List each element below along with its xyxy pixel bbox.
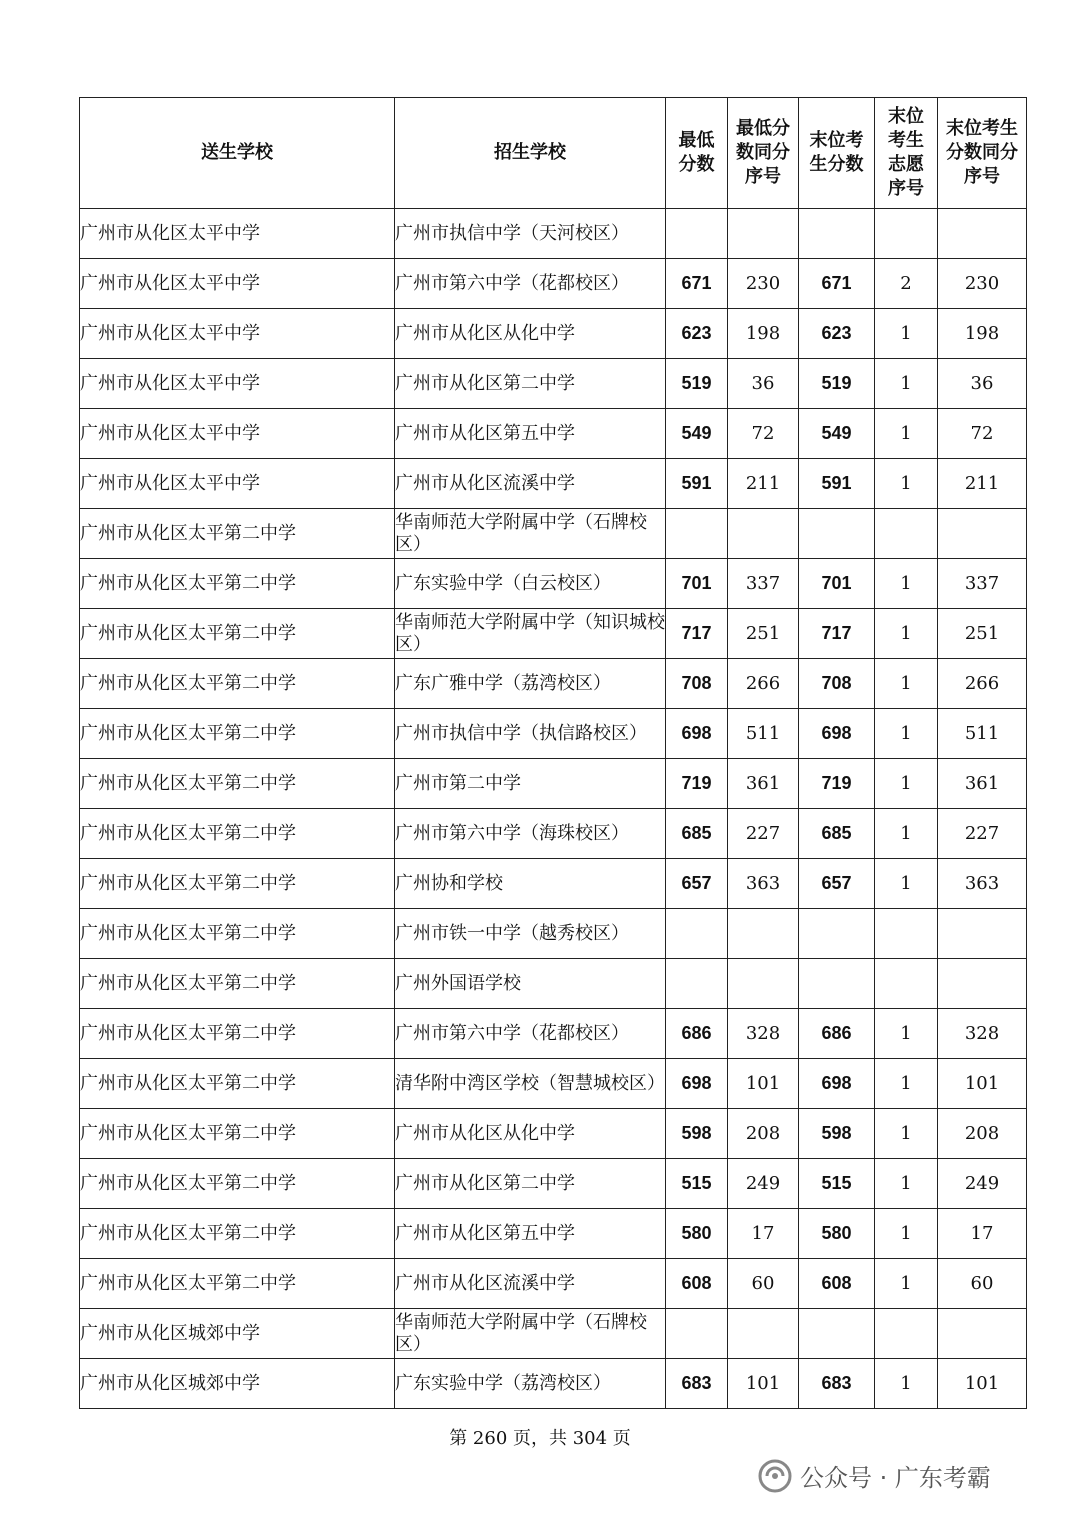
table-row (80, 759, 1027, 809)
cell-last-wish: 1 (875, 1059, 938, 1109)
cell-last-score: 657 (799, 859, 875, 909)
header-last-rank: 末位考生分数同分序号 (938, 98, 1027, 209)
cell-admitting-school: 广州市第六中学（海珠校区） (395, 809, 666, 859)
cell-last-score: 683 (799, 1359, 875, 1409)
cell-min-score: 580 (666, 1209, 728, 1259)
cell-min-rank: 230 (728, 259, 799, 309)
cell-admitting-school: 华南师范大学附属中学（知识城校区） (395, 609, 666, 659)
cell-min-rank: 249 (728, 1159, 799, 1209)
table-row (80, 409, 1027, 459)
cell-min-score: 657 (666, 859, 728, 909)
header-min-score: 最低分数 (666, 98, 728, 209)
cell-min-score: 686 (666, 1009, 728, 1059)
cell-last-rank: 266 (938, 659, 1027, 709)
table-row (80, 1009, 1027, 1059)
cell-last-rank: 208 (938, 1109, 1027, 1159)
table-row (80, 209, 1027, 259)
cell-sender-school: 广州市从化区太平第二中学 (80, 859, 395, 909)
cell-min-rank (728, 959, 799, 1009)
cell-last-score: 698 (799, 709, 875, 759)
cell-last-rank: 17 (938, 1209, 1027, 1259)
cell-min-rank: 363 (728, 859, 799, 909)
cell-admitting-school: 广东广雅中学（荔湾校区） (395, 659, 666, 709)
cell-last-rank: 511 (938, 709, 1027, 759)
header-last-score: 末位考生分数 (799, 98, 875, 209)
table-row (80, 509, 1027, 559)
cell-min-score (666, 1309, 728, 1359)
cell-min-score: 591 (666, 459, 728, 509)
cell-min-score: 685 (666, 809, 728, 859)
cell-sender-school: 广州市从化区太平第二中学 (80, 959, 395, 1009)
cell-last-wish: 1 (875, 809, 938, 859)
cell-last-score: 608 (799, 1259, 875, 1309)
cell-last-wish (875, 959, 938, 1009)
cell-sender-school: 广州市从化区太平第二中学 (80, 809, 395, 859)
cell-last-wish (875, 209, 938, 259)
cell-last-rank: 211 (938, 459, 1027, 509)
cell-min-score: 683 (666, 1359, 728, 1409)
cell-min-rank: 36 (728, 359, 799, 409)
cell-last-wish: 1 (875, 709, 938, 759)
cell-last-wish (875, 909, 938, 959)
cell-sender-school: 广州市从化区太平中学 (80, 259, 395, 309)
cell-sender-school: 广州市从化区太平第二中学 (80, 1009, 395, 1059)
table-row (80, 259, 1027, 309)
cell-last-rank: 249 (938, 1159, 1027, 1209)
table-row (80, 909, 1027, 959)
cell-last-rank (938, 509, 1027, 559)
cell-last-score: 671 (799, 259, 875, 309)
cell-min-rank: 198 (728, 309, 799, 359)
cell-last-wish: 1 (875, 859, 938, 909)
cell-admitting-school: 广州市从化区第五中学 (395, 409, 666, 459)
cell-min-score: 717 (666, 609, 728, 659)
cell-last-score: 591 (799, 459, 875, 509)
table-row (80, 609, 1027, 659)
header-row (80, 98, 1027, 209)
cell-sender-school: 广州市从化区太平第二中学 (80, 559, 395, 609)
cell-last-score (799, 1309, 875, 1359)
cell-last-rank (938, 1309, 1027, 1359)
cell-last-wish: 1 (875, 409, 938, 459)
cell-min-rank: 17 (728, 1209, 799, 1259)
cell-last-rank: 198 (938, 309, 1027, 359)
cell-last-score: 701 (799, 559, 875, 609)
cell-admitting-school: 华南师范大学附属中学（石牌校区） (395, 509, 666, 559)
cell-last-wish: 1 (875, 659, 938, 709)
cell-sender-school: 广州市从化区太平第二中学 (80, 509, 395, 559)
cell-admitting-school: 广州市执信中学（天河校区） (395, 209, 666, 259)
table-row (80, 809, 1027, 859)
cell-min-rank: 511 (728, 709, 799, 759)
cell-min-rank: 208 (728, 1109, 799, 1159)
cell-sender-school: 广州市从化区太平第二中学 (80, 1209, 395, 1259)
cell-admitting-school: 广州市执信中学（执信路校区） (395, 709, 666, 759)
cell-admitting-school: 广州市从化区从化中学 (395, 1109, 666, 1159)
cell-min-rank: 337 (728, 559, 799, 609)
cell-min-rank: 60 (728, 1259, 799, 1309)
cell-last-wish: 1 (875, 459, 938, 509)
header-min-rank: 最低分数同分序号 (728, 98, 799, 209)
table-row (80, 309, 1027, 359)
page-footer: 第 260 页，共 304 页 (449, 1428, 631, 1449)
cell-last-rank: 361 (938, 759, 1027, 809)
cell-sender-school: 广州市从化区太平第二中学 (80, 1059, 395, 1109)
cell-min-rank: 72 (728, 409, 799, 459)
cell-min-score: 608 (666, 1259, 728, 1309)
table-row (80, 1159, 1027, 1209)
cell-admitting-school: 广州市第六中学（花都校区） (395, 1009, 666, 1059)
cell-min-rank: 251 (728, 609, 799, 659)
cell-last-rank: 251 (938, 609, 1027, 659)
cell-last-wish: 1 (875, 1159, 938, 1209)
cell-admitting-school: 广东实验中学（白云校区） (395, 559, 666, 609)
cell-last-wish (875, 1309, 938, 1359)
cell-last-score: 698 (799, 1059, 875, 1109)
cell-sender-school: 广州市从化区太平第二中学 (80, 1109, 395, 1159)
cell-min-rank (728, 909, 799, 959)
cell-min-score: 671 (666, 259, 728, 309)
cell-last-score: 717 (799, 609, 875, 659)
cell-last-wish: 1 (875, 1209, 938, 1259)
table-row (80, 1309, 1027, 1359)
table-row (80, 959, 1027, 1009)
cell-min-score (666, 909, 728, 959)
cell-last-score: 515 (799, 1159, 875, 1209)
table-row (80, 659, 1027, 709)
cell-min-score: 623 (666, 309, 728, 359)
cell-last-rank (938, 959, 1027, 1009)
cell-last-rank: 60 (938, 1259, 1027, 1309)
cell-min-score: 698 (666, 709, 728, 759)
cell-min-rank: 361 (728, 759, 799, 809)
cell-min-score: 701 (666, 559, 728, 609)
table-row (80, 1109, 1027, 1159)
cell-min-score (666, 959, 728, 1009)
cell-min-rank: 328 (728, 1009, 799, 1059)
cell-last-wish: 1 (875, 759, 938, 809)
cell-last-wish: 2 (875, 259, 938, 309)
cell-last-wish: 1 (875, 1009, 938, 1059)
cell-min-score: 519 (666, 359, 728, 409)
table-row (80, 1359, 1027, 1409)
cell-last-score: 598 (799, 1109, 875, 1159)
cell-last-rank: 36 (938, 359, 1027, 409)
cell-min-rank: 227 (728, 809, 799, 859)
table-body (80, 209, 1027, 1409)
cell-min-score: 549 (666, 409, 728, 459)
table-row (80, 359, 1027, 409)
cell-sender-school: 广州市从化区太平中学 (80, 359, 395, 409)
cell-last-score: 549 (799, 409, 875, 459)
cell-sender-school: 广州市从化区城郊中学 (80, 1309, 395, 1359)
cell-last-wish: 1 (875, 1259, 938, 1309)
cell-min-rank: 211 (728, 459, 799, 509)
cell-last-rank: 337 (938, 559, 1027, 609)
cell-last-rank: 101 (938, 1059, 1027, 1109)
watermark-text: 公众号 · 广东考霸 (800, 1464, 991, 1492)
cell-admitting-school: 广州市从化区流溪中学 (395, 459, 666, 509)
header-sender-school: 送生学校 (80, 98, 395, 209)
cell-min-rank: 101 (728, 1359, 799, 1409)
cell-admitting-school: 广州市第二中学 (395, 759, 666, 809)
table-row (80, 1209, 1027, 1259)
cell-min-score: 698 (666, 1059, 728, 1109)
cell-sender-school: 广州市从化区城郊中学 (80, 1359, 395, 1409)
cell-sender-school: 广州市从化区太平第二中学 (80, 1159, 395, 1209)
cell-min-rank: 266 (728, 659, 799, 709)
cell-last-score (799, 959, 875, 1009)
cell-sender-school: 广州市从化区太平第二中学 (80, 909, 395, 959)
cell-admitting-school: 广州市从化区从化中学 (395, 309, 666, 359)
watermark (758, 1458, 991, 1493)
cell-last-score (799, 509, 875, 559)
cell-sender-school: 广州市从化区太平第二中学 (80, 759, 395, 809)
cell-last-wish: 1 (875, 559, 938, 609)
cell-last-rank: 328 (938, 1009, 1027, 1059)
cell-sender-school: 广州市从化区太平中学 (80, 459, 395, 509)
table-row (80, 859, 1027, 909)
cell-last-score: 580 (799, 1209, 875, 1259)
cell-sender-school: 广州市从化区太平第二中学 (80, 1259, 395, 1309)
cell-last-rank: 230 (938, 259, 1027, 309)
cell-last-score: 519 (799, 359, 875, 409)
cell-sender-school: 广州市从化区太平中学 (80, 409, 395, 459)
cell-sender-school: 广州市从化区太平第二中学 (80, 659, 395, 709)
cell-last-score: 719 (799, 759, 875, 809)
cell-last-rank (938, 909, 1027, 959)
cell-admitting-school: 广州市从化区第二中学 (395, 359, 666, 409)
cell-admitting-school: 广州外国语学校 (395, 959, 666, 1009)
cell-last-wish: 1 (875, 609, 938, 659)
cell-last-score: 685 (799, 809, 875, 859)
cell-last-score: 708 (799, 659, 875, 709)
cell-min-rank (728, 509, 799, 559)
wechat-official-account-icon (758, 1459, 792, 1493)
cell-last-score: 686 (799, 1009, 875, 1059)
cell-min-score: 515 (666, 1159, 728, 1209)
cell-admitting-school: 广州市从化区第二中学 (395, 1159, 666, 1209)
header-last-wish: 末位考生志愿序号 (875, 98, 938, 209)
cell-min-score: 598 (666, 1109, 728, 1159)
admissions-table (79, 97, 1027, 1409)
cell-admitting-school: 广州协和学校 (395, 859, 666, 909)
table-row (80, 459, 1027, 509)
cell-last-wish: 1 (875, 359, 938, 409)
cell-min-rank: 101 (728, 1059, 799, 1109)
cell-sender-school: 广州市从化区太平中学 (80, 309, 395, 359)
cell-admitting-school: 华南师范大学附属中学（石牌校区） (395, 1309, 666, 1359)
cell-last-rank: 363 (938, 859, 1027, 909)
cell-last-wish: 1 (875, 1109, 938, 1159)
cell-last-rank: 72 (938, 409, 1027, 459)
cell-last-score (799, 909, 875, 959)
table-row (80, 559, 1027, 609)
cell-last-score (799, 209, 875, 259)
cell-admitting-school: 广州市从化区第五中学 (395, 1209, 666, 1259)
cell-last-wish: 1 (875, 309, 938, 359)
cell-min-rank (728, 1309, 799, 1359)
cell-min-score (666, 209, 728, 259)
cell-admitting-school: 广州市第六中学（花都校区） (395, 259, 666, 309)
cell-last-wish: 1 (875, 1359, 938, 1409)
cell-last-score: 623 (799, 309, 875, 359)
cell-min-score (666, 509, 728, 559)
cell-admitting-school: 清华附中湾区学校（智慧城校区） (395, 1059, 666, 1109)
cell-min-score: 708 (666, 659, 728, 709)
cell-last-rank: 227 (938, 809, 1027, 859)
cell-last-rank (938, 209, 1027, 259)
table-row (80, 709, 1027, 759)
cell-sender-school: 广州市从化区太平第二中学 (80, 609, 395, 659)
cell-sender-school: 广州市从化区太平第二中学 (80, 709, 395, 759)
table-row (80, 1059, 1027, 1109)
cell-sender-school: 广州市从化区太平中学 (80, 209, 395, 259)
header-admitting-school: 招生学校 (395, 98, 666, 209)
cell-admitting-school: 广州市铁一中学（越秀校区） (395, 909, 666, 959)
cell-min-rank (728, 209, 799, 259)
cell-last-wish (875, 509, 938, 559)
cell-admitting-school: 广东实验中学（荔湾校区） (395, 1359, 666, 1409)
cell-last-rank: 101 (938, 1359, 1027, 1409)
cell-min-score: 719 (666, 759, 728, 809)
cell-admitting-school: 广州市从化区流溪中学 (395, 1259, 666, 1309)
table-row (80, 1259, 1027, 1309)
